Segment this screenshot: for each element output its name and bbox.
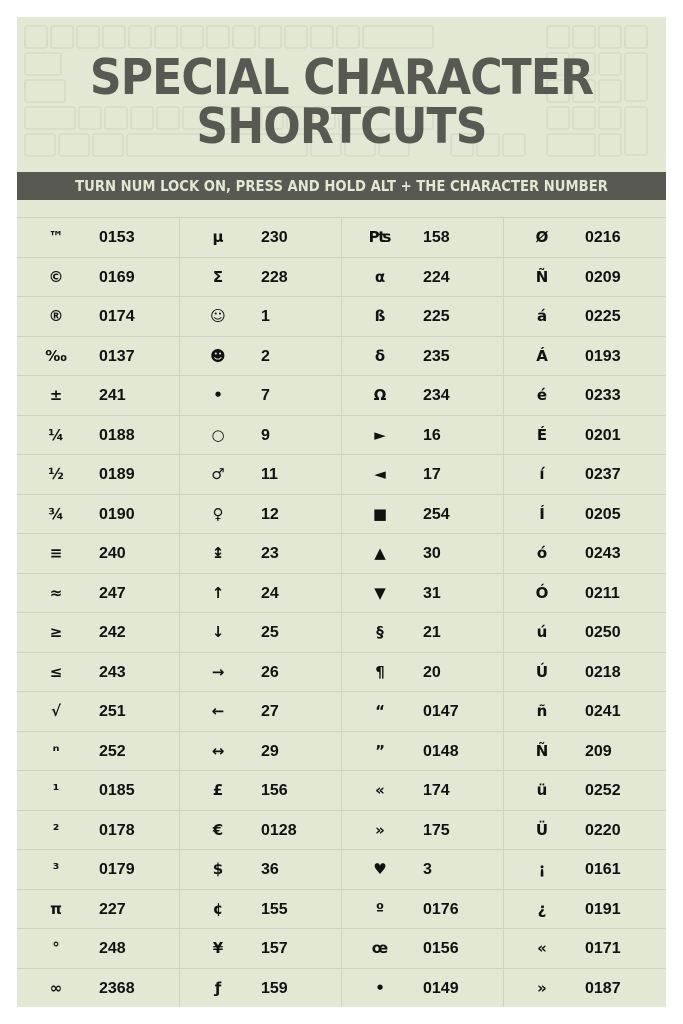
poster <box>17 17 666 1007</box>
character-symbol: ₧ <box>368 228 392 246</box>
character-symbol: € <box>212 820 224 839</box>
shortcut-entry <box>341 297 503 337</box>
alt-code: 0237 <box>585 466 621 483</box>
table-row <box>17 850 666 890</box>
shortcut-entry <box>17 534 179 574</box>
table-row <box>17 258 666 298</box>
table-row <box>17 692 666 732</box>
character-symbol: ≤ <box>49 662 63 681</box>
shortcut-entry <box>17 811 179 851</box>
alt-code: 0205 <box>585 505 621 523</box>
character-symbol: Ñ <box>535 267 549 286</box>
shortcut-entry <box>341 732 503 772</box>
shortcut-entry <box>179 534 341 574</box>
character-symbol: ☻ <box>210 346 226 365</box>
alt-code: 0147 <box>423 703 459 720</box>
shortcut-entry <box>341 376 503 416</box>
shortcut-entry <box>17 416 179 456</box>
shortcut-entry <box>17 258 179 298</box>
alt-code: 0252 <box>585 782 621 799</box>
shortcut-entry <box>503 653 665 693</box>
shortcut-entry <box>17 929 179 969</box>
shortcut-entry <box>179 574 341 614</box>
alt-code: 29 <box>261 742 279 760</box>
shortcut-entry <box>503 811 665 851</box>
alt-code: 155 <box>261 900 288 918</box>
shortcut-entry <box>503 771 665 811</box>
character-symbol: ‰ <box>45 346 67 365</box>
shortcut-entry <box>341 613 503 653</box>
alt-code: 20 <box>423 663 441 681</box>
alt-code: 156 <box>261 782 288 799</box>
alt-code: 3 <box>423 861 432 878</box>
alt-code: 27 <box>261 703 279 720</box>
alt-code: 0250 <box>585 624 621 641</box>
shortcut-entry <box>341 890 503 930</box>
character-symbol: ² <box>52 820 60 839</box>
character-symbol: é <box>536 386 548 404</box>
character-symbol: ¿ <box>537 899 547 918</box>
alt-code: 0153 <box>99 229 135 246</box>
table-row <box>17 455 666 495</box>
alt-code: 0201 <box>585 426 621 444</box>
character-symbol: ¾ <box>48 504 64 523</box>
shortcut-entry <box>17 218 179 258</box>
character-symbol: ♥ <box>373 860 387 878</box>
alt-code: 0233 <box>585 387 621 404</box>
alt-code: 175 <box>423 821 450 839</box>
alt-code: 11 <box>261 466 278 483</box>
shortcut-entry <box>503 613 665 653</box>
shortcut-entry <box>17 337 179 377</box>
alt-code: 26 <box>261 663 279 681</box>
alt-code: 0148 <box>423 742 459 760</box>
shortcut-entry <box>179 297 341 337</box>
shortcut-entry <box>503 574 665 614</box>
alt-code: 0241 <box>585 703 621 720</box>
shortcut-entry <box>17 850 179 890</box>
alt-code: 240 <box>99 545 126 562</box>
character-symbol: » <box>375 820 385 839</box>
alt-code: 227 <box>99 900 126 918</box>
shortcut-entry <box>341 771 503 811</box>
alt-code: 2 <box>261 347 270 365</box>
alt-code: 159 <box>261 979 288 997</box>
character-symbol: ¼ <box>48 425 64 444</box>
shortcut-entry <box>179 771 341 811</box>
character-symbol: Á <box>536 346 548 365</box>
alt-code: 24 <box>261 584 279 602</box>
table-row <box>17 929 666 969</box>
alt-code: 16 <box>423 426 441 444</box>
table-row <box>17 890 666 930</box>
shortcut-entry <box>17 890 179 930</box>
character-symbol: ¡ <box>538 860 546 878</box>
table-row <box>17 416 666 456</box>
character-symbol: ← <box>211 702 225 720</box>
alt-code: 0179 <box>99 861 135 878</box>
alt-code: 36 <box>261 861 279 878</box>
alt-code: 247 <box>99 584 126 602</box>
character-symbol: Ú <box>535 662 549 681</box>
character-symbol: á <box>536 307 548 325</box>
shortcut-entry <box>341 692 503 732</box>
character-symbol: ó <box>536 544 548 562</box>
alt-code: 174 <box>423 782 450 799</box>
alt-code: 0188 <box>99 426 135 444</box>
character-symbol: Ü <box>535 820 549 839</box>
character-symbol: º <box>375 899 385 918</box>
alt-code: 0149 <box>423 979 459 997</box>
shortcut-entry <box>503 218 665 258</box>
table-row <box>17 732 666 772</box>
character-symbol: ” <box>375 741 385 760</box>
alt-code: 30 <box>423 545 441 562</box>
table-row <box>17 337 666 377</box>
table-row <box>17 771 666 811</box>
character-symbol: ß <box>374 307 386 325</box>
shortcut-entry <box>503 297 665 337</box>
table-row <box>17 811 666 851</box>
shortcut-entry <box>503 376 665 416</box>
shortcut-entry <box>503 416 665 456</box>
alt-code: 0178 <box>99 821 135 839</box>
character-symbol: ↑ <box>211 583 225 602</box>
shortcut-entry <box>503 890 665 930</box>
alt-code: 0156 <box>423 940 459 957</box>
alt-code: 0161 <box>585 861 621 878</box>
character-symbol: ® <box>48 307 64 325</box>
shortcut-entry <box>503 969 665 1008</box>
shortcut-entry <box>179 969 341 1008</box>
shortcut-entry <box>179 258 341 298</box>
character-symbol: ♂ <box>211 465 225 483</box>
character-symbol: ♀ <box>212 504 224 523</box>
shortcut-entry <box>341 534 503 574</box>
alt-code: 241 <box>99 387 126 404</box>
character-symbol: α <box>374 267 386 286</box>
character-symbol: ú <box>536 623 548 641</box>
character-symbol: ü <box>536 781 548 799</box>
character-symbol: œ <box>371 939 389 957</box>
alt-code: 0216 <box>585 229 621 246</box>
alt-code: 7 <box>261 387 270 404</box>
alt-code: 228 <box>261 268 288 286</box>
shortcut-entry <box>341 218 503 258</box>
alt-code: 251 <box>99 703 126 720</box>
alt-code: 23 <box>261 545 279 562</box>
alt-code: 0220 <box>585 821 621 839</box>
shortcut-entry <box>179 653 341 693</box>
alt-code: 242 <box>99 624 126 641</box>
shortcut-entry <box>17 613 179 653</box>
character-symbol: Ñ <box>535 741 549 760</box>
character-symbol: √ <box>50 702 61 720</box>
character-symbol: π <box>50 899 62 918</box>
character-symbol: ¢ <box>212 899 224 918</box>
alt-code: 0218 <box>585 663 621 681</box>
character-symbol: í <box>539 465 545 483</box>
character-symbol: ↔ <box>211 741 225 760</box>
shortcut-entry <box>503 929 665 969</box>
instruction-bar <box>17 172 666 200</box>
alt-code: 0174 <box>99 308 135 325</box>
shortcut-entry <box>17 732 179 772</box>
shortcut-entry <box>179 455 341 495</box>
shortcut-entry <box>503 692 665 732</box>
table-row <box>17 495 666 535</box>
table-row <box>17 297 666 337</box>
shortcut-entry <box>503 455 665 495</box>
character-symbol: ≡ <box>49 544 63 562</box>
alt-code: 243 <box>99 663 126 681</box>
character-symbol: ∞ <box>49 978 63 997</box>
character-symbol: ▲ <box>374 544 386 562</box>
shortcut-entry <box>503 850 665 890</box>
shortcut-entry <box>179 376 341 416</box>
alt-code: 0171 <box>585 940 621 957</box>
shortcut-entry <box>179 416 341 456</box>
shortcut-entry <box>341 811 503 851</box>
shortcut-table <box>17 217 666 1007</box>
character-symbol: Ω <box>373 386 387 404</box>
alt-code: 0185 <box>99 782 135 799</box>
character-symbol: ○ <box>211 425 225 444</box>
shortcut-entry <box>503 258 665 298</box>
alt-code: 157 <box>261 940 288 957</box>
character-symbol: Σ <box>212 267 224 286</box>
character-symbol: « <box>537 939 547 957</box>
character-symbol: Í <box>539 504 545 523</box>
shortcut-entry <box>17 376 179 416</box>
alt-code: 0187 <box>585 979 621 997</box>
alt-code: 0169 <box>99 268 135 286</box>
character-symbol: § <box>376 623 384 641</box>
alt-code: 254 <box>423 505 450 523</box>
character-symbol: ► <box>374 425 386 444</box>
character-symbol: → <box>211 662 225 681</box>
alt-code: 224 <box>423 268 450 286</box>
character-symbol: ↓ <box>211 623 225 641</box>
shortcut-entry <box>341 495 503 535</box>
character-symbol: ¥ <box>212 939 224 957</box>
shortcut-entry <box>503 732 665 772</box>
shortcut-entry <box>341 929 503 969</box>
shortcut-entry <box>341 416 503 456</box>
shortcut-entry <box>17 297 179 337</box>
table-row <box>17 376 666 416</box>
shortcut-entry <box>17 455 179 495</box>
shortcut-entry <box>179 732 341 772</box>
shortcut-entry <box>179 811 341 851</box>
page-title: SPECIAL CHARACTER SHORTCUTS <box>89 49 594 155</box>
character-symbol: ⁿ <box>52 741 60 760</box>
shortcut-entry <box>341 337 503 377</box>
alt-code: 9 <box>261 426 270 444</box>
character-symbol: ≈ <box>49 583 63 602</box>
alt-code: 0211 <box>585 584 620 602</box>
alt-code: 2368 <box>99 979 135 997</box>
character-symbol: Ó <box>535 583 549 602</box>
shortcut-entry <box>179 890 341 930</box>
shortcut-entry <box>17 653 179 693</box>
character-symbol: “ <box>375 702 385 720</box>
character-symbol: $ <box>212 860 224 878</box>
character-symbol: « <box>375 781 385 799</box>
shortcut-entry <box>341 258 503 298</box>
character-symbol: • <box>213 386 223 404</box>
shortcut-entry <box>17 969 179 1008</box>
alt-code: 0191 <box>585 900 621 918</box>
shortcut-entry <box>341 969 503 1008</box>
character-symbol: » <box>537 978 547 997</box>
table-row <box>17 653 666 693</box>
alt-code: 0225 <box>585 308 621 325</box>
character-symbol: ◄ <box>374 465 386 483</box>
character-symbol: ñ <box>536 702 548 720</box>
alt-code: 12 <box>261 505 279 523</box>
character-symbol: • <box>375 978 385 997</box>
alt-code: 0128 <box>261 821 297 839</box>
alt-code: 234 <box>423 387 450 404</box>
shortcut-entry <box>503 534 665 574</box>
shortcut-entry <box>17 574 179 614</box>
character-symbol: ¶ <box>375 662 385 681</box>
table-row <box>17 534 666 574</box>
character-symbol: µ <box>212 228 224 246</box>
character-symbol: ™ <box>48 228 64 246</box>
alt-code: 0137 <box>99 347 135 365</box>
alt-code: 17 <box>423 466 441 483</box>
alt-code: 209 <box>585 742 612 760</box>
character-symbol: É <box>536 425 548 444</box>
alt-code: 158 <box>423 229 450 246</box>
alt-code: 0209 <box>585 268 621 286</box>
shortcut-entry <box>341 850 503 890</box>
alt-code: 230 <box>261 229 288 246</box>
instruction-text: TURN NUM LOCK ON, PRESS AND HOLD ALT + THE CHARACTER NUMBER <box>75 177 608 195</box>
alt-code: 248 <box>99 940 126 957</box>
shortcut-entry <box>503 495 665 535</box>
shortcut-entry <box>341 653 503 693</box>
shortcut-entry <box>179 218 341 258</box>
character-symbol: ▼ <box>374 583 386 602</box>
alt-code: 0193 <box>585 347 621 365</box>
alt-code: 0176 <box>423 900 459 918</box>
alt-code: 0189 <box>99 466 135 483</box>
character-symbol: ³ <box>52 860 60 878</box>
character-symbol: ƒ <box>214 978 222 997</box>
shortcut-entry <box>17 495 179 535</box>
header <box>17 17 666 170</box>
character-symbol: ± <box>49 386 63 404</box>
alt-code: 31 <box>423 584 441 602</box>
shortcut-entry <box>179 850 341 890</box>
table-row <box>17 969 666 1008</box>
character-symbol: ↨ <box>211 544 225 562</box>
character-symbol: Ø <box>535 228 549 246</box>
character-symbol: δ <box>374 346 386 365</box>
character-symbol: © <box>48 267 64 286</box>
character-symbol: ■ <box>372 504 388 523</box>
character-symbol: £ <box>212 781 224 799</box>
character-symbol: ☺ <box>210 307 226 325</box>
character-symbol: ½ <box>48 465 64 483</box>
shortcut-entry <box>179 929 341 969</box>
shortcut-entry <box>17 692 179 732</box>
alt-code: 1 <box>261 308 270 325</box>
alt-code: 0190 <box>99 505 135 523</box>
alt-code: 252 <box>99 742 126 760</box>
table-row <box>17 574 666 614</box>
shortcut-entry <box>179 692 341 732</box>
character-symbol: ° <box>52 939 60 957</box>
table-row <box>17 218 666 258</box>
shortcut-entry <box>503 337 665 377</box>
shortcut-entry <box>341 574 503 614</box>
alt-code: 21 <box>423 624 441 641</box>
shortcut-entry <box>179 337 341 377</box>
alt-code: 25 <box>261 624 279 641</box>
alt-code: 225 <box>423 308 450 325</box>
character-symbol: ≥ <box>49 623 63 641</box>
shortcut-entry <box>179 613 341 653</box>
alt-code: 0243 <box>585 545 621 562</box>
shortcut-entry <box>17 771 179 811</box>
shortcut-entry <box>179 495 341 535</box>
shortcut-entry <box>341 455 503 495</box>
character-symbol: ¹ <box>52 781 60 799</box>
table-row <box>17 613 666 653</box>
alt-code: 235 <box>423 347 450 365</box>
